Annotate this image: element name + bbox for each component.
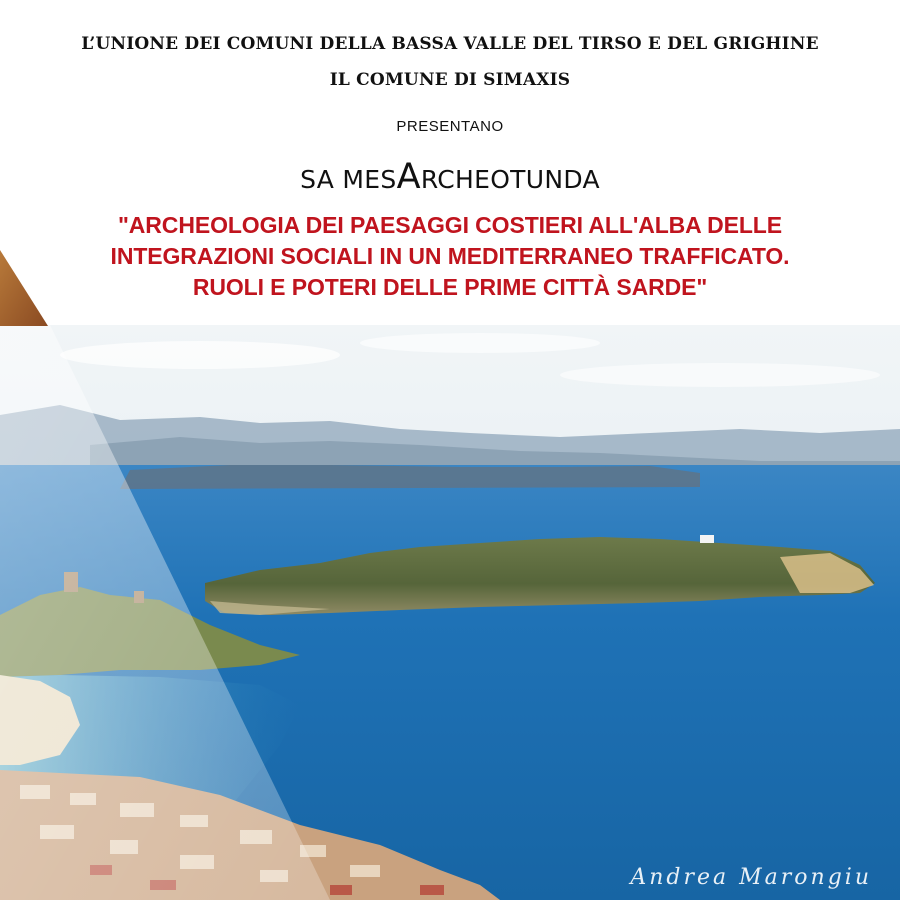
poster-header [0, 0, 900, 325]
photographer-signature: Andrea Marongiu [630, 865, 872, 890]
event-name-rest: RCHEOTUNDA [420, 165, 600, 194]
presents-label: PRESENTANO [396, 118, 504, 135]
organizer-union: L’UNIONE DEI COMUNI DELLA BASSA VALLE DEL TIRSO E DEL GRIGHINE [81, 34, 819, 54]
coastal-landscape-photo [0, 325, 900, 900]
organizer-municipality: IL COMUNE DI SIMAXIS [329, 70, 571, 90]
event-name-prefix: SA MES [300, 165, 397, 194]
triangle-accent-icon [0, 250, 48, 326]
event-name [0, 157, 900, 197]
event-title-line-1: "ARCHEOLOGIA DEI PAESAGGI COSTIERI ALL'ALBA DELLE [117, 212, 782, 238]
event-title-line-3: RUOLI E POTERI DELLE PRIME CITTÀ SARDE" [192, 274, 708, 300]
event-name-initial: A [396, 157, 421, 197]
event-title-line-2: INTEGRAZIONI SOCIALI IN UN MEDITERRANEO TRAFFICATO. [110, 243, 790, 269]
